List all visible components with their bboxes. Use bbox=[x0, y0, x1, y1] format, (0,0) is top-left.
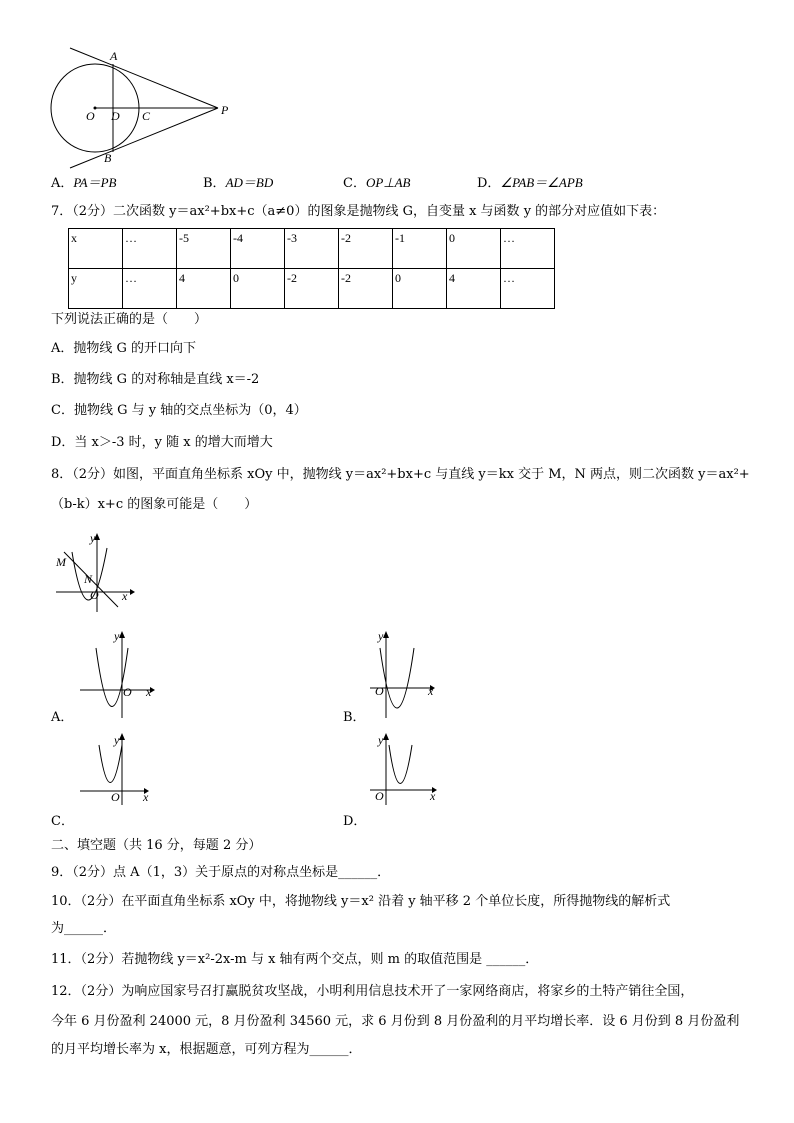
label-x: x bbox=[122, 589, 128, 603]
label-x: x bbox=[428, 684, 434, 698]
table-cell: x bbox=[69, 229, 123, 269]
y-axis-arrow bbox=[383, 733, 389, 740]
table-cell: … bbox=[123, 269, 177, 309]
table-cell: -2 bbox=[339, 229, 393, 269]
table-cell: y bbox=[69, 269, 123, 309]
table-cell: … bbox=[123, 229, 177, 269]
q6-option-a: A．PA＝PB bbox=[51, 175, 117, 191]
q7-option-a: A．抛物线 G 的开口向下 bbox=[51, 341, 197, 356]
label-n: N bbox=[84, 572, 93, 586]
label-x: x bbox=[143, 790, 149, 804]
label-y: y bbox=[378, 733, 384, 747]
label-m: M bbox=[56, 555, 66, 569]
q10-line2: 为______． bbox=[51, 921, 117, 936]
label-x: x bbox=[430, 789, 436, 803]
table-cell: 0 bbox=[393, 269, 447, 309]
q8-stem-line2: （b-k）x+c 的图象可能是（ ） bbox=[51, 497, 258, 512]
label-y: y bbox=[114, 733, 120, 747]
table-cell: -3 bbox=[285, 229, 339, 269]
q6-option-b: B．AD＝BD bbox=[203, 175, 274, 191]
label-x: x bbox=[146, 685, 152, 699]
label-o: O bbox=[375, 684, 384, 698]
q6-option-c: C．OP⊥AB bbox=[343, 175, 411, 191]
q8-choice-a-label: A． bbox=[51, 710, 74, 725]
label-d: D bbox=[111, 109, 120, 123]
table-cell: 4 bbox=[177, 269, 231, 309]
table-cell: -2 bbox=[285, 269, 339, 309]
label-p: P bbox=[221, 103, 229, 117]
table-cell: 4 bbox=[447, 269, 501, 309]
q7-option-b: B．抛物线 G 的对称轴是直线 x＝-2 bbox=[51, 372, 260, 387]
label-y: y bbox=[90, 531, 96, 545]
q8-choice-b-label: B． bbox=[343, 710, 366, 725]
q7-stem: 7．（2分）二次函数 y＝ax²+bx+c（a≠0）的图象是抛物线 G，自变量 x 与函数 y 的部分对应值如下表： bbox=[51, 204, 666, 219]
q7-prompt: 下列说法正确的是（ ） bbox=[51, 312, 208, 327]
q7-option-d: D．当 x＞-3 时，y 随 x 的增大而增大 bbox=[51, 435, 273, 450]
q8-choice-c-label: C． bbox=[51, 814, 74, 829]
label-y: y bbox=[114, 629, 120, 643]
label-b: B bbox=[104, 151, 112, 165]
parabola bbox=[389, 745, 412, 784]
table-cell: … bbox=[501, 269, 555, 309]
table-cell: -4 bbox=[231, 229, 285, 269]
q7-option-c: C．抛物线 G 与 y 轴的交点坐标为（0，4） bbox=[51, 403, 307, 418]
table-cell: -1 bbox=[393, 229, 447, 269]
label-o: O bbox=[86, 109, 95, 123]
table-cell: 0 bbox=[447, 229, 501, 269]
q12-line3: 的月平均增长率为 x，根据题意，可列方程为______． bbox=[51, 1042, 362, 1057]
table-cell: 0 bbox=[231, 269, 285, 309]
q8-choice-d-label: D． bbox=[343, 814, 367, 829]
q10-line1: 10．（2分）在平面直角坐标系 xOy 中，将抛物线 y＝x² 沿着 y 轴平移 2 个单位长度，所得抛物线的解析式 bbox=[51, 894, 671, 909]
q6-option-d: D．∠PAB＝∠APB bbox=[477, 175, 583, 191]
table-cell: -2 bbox=[339, 269, 393, 309]
q12-line1: 12．（2分）为响应国家号召打赢脱贫攻坚战，小明利用信息技术开了一家网络商店，将家乡的土特产销往全国， bbox=[51, 984, 694, 999]
label-c: C bbox=[142, 109, 151, 123]
label-o: O bbox=[375, 789, 384, 803]
q11-text: 11．（2分）若抛物线 y＝x²-2x-m 与 x 轴有两个交点，则 m 的取值范围是 ______． bbox=[51, 952, 539, 967]
label-o: O bbox=[111, 790, 120, 804]
q8-stem-line1: 8．（2分）如图，平面直角坐标系 xOy 中，抛物线 y＝ax²+bx+c 与直线 y＝kx 交于 M，N 两点，则二次函数 y＝ax²+ bbox=[51, 467, 750, 482]
table-cell: … bbox=[501, 229, 555, 269]
label-o: O bbox=[123, 685, 132, 699]
section2-title: 二、填空题（共 16 分，每题 2 分） bbox=[51, 838, 262, 853]
table-cell: -5 bbox=[177, 229, 231, 269]
label-y: y bbox=[378, 629, 384, 643]
label-a: A bbox=[110, 49, 118, 63]
label-o: O bbox=[90, 588, 99, 602]
q9-text: 9．（2分）点 A（1，3）关于原点的对称点坐标是______． bbox=[51, 865, 391, 880]
q12-line2: 今年 6 月份盈利 24000 元，8 月份盈利 34560 元，求 6 月份到 8 月份盈利的月平均增长率．设 6 月份到 8 月份盈利 bbox=[51, 1014, 740, 1029]
